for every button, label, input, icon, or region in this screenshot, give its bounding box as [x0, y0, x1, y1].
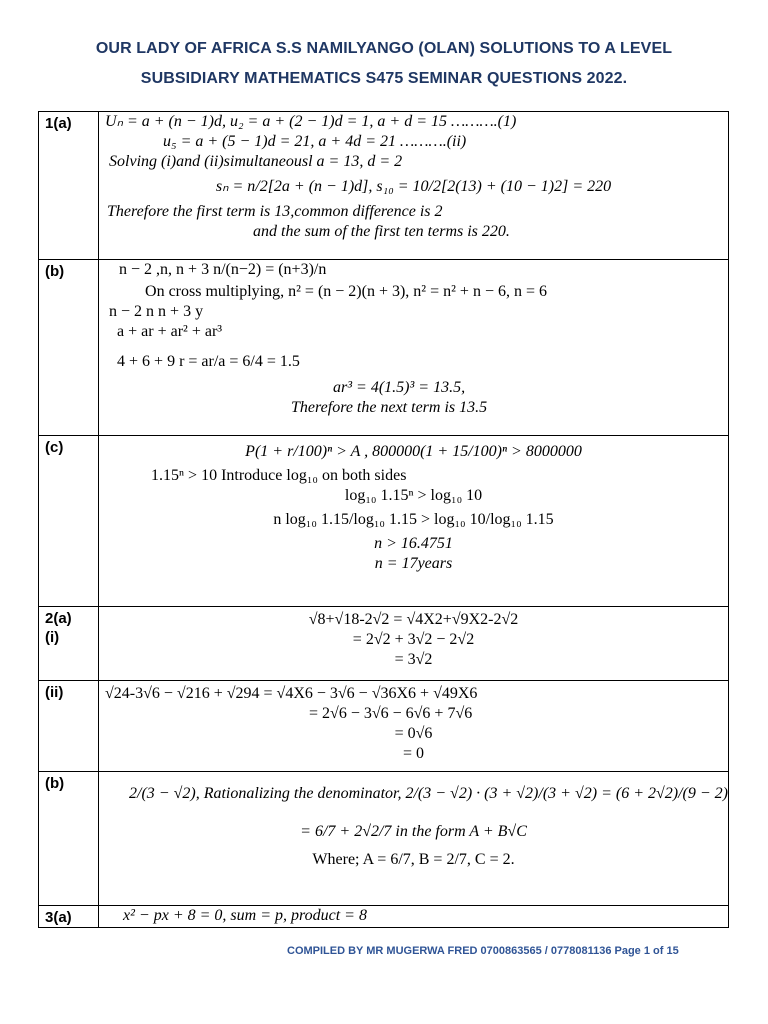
- answer-line: √24-3√6 − √216 + √294 = √4X6 − 3√6 − √36X6 + √49X6: [105, 685, 478, 702]
- answer-cell: [99, 906, 729, 928]
- solutions-table: [38, 111, 729, 928]
- question-label: (b): [39, 260, 99, 436]
- answer-line: = 0: [402, 745, 425, 762]
- question-label: (c): [39, 436, 99, 607]
- table-row: [39, 906, 729, 928]
- answer-line: Solving (i)and (ii)simultaneousl a = 13, d = 2: [109, 153, 403, 170]
- answer-line: and the sum of the first ten terms is 220.: [253, 223, 510, 240]
- answer-cell: [99, 772, 729, 906]
- answer-line: = 3√2: [394, 651, 433, 668]
- answer-cell: [99, 681, 729, 772]
- document-header: [0, 34, 768, 94]
- question-label: 2(a) (i): [39, 607, 99, 681]
- answer-line: 2/(3 − √2), Rationalizing the denominator, 2/(3 − √2) · (3 + √2)/(3 + √2) = (6 + 2√2)/(9 − 2): [129, 785, 728, 802]
- question-label: (ii): [39, 681, 99, 772]
- answer-line: log₁₀ 1.15ⁿ > log₁₀ 10: [344, 487, 483, 504]
- question-label: 1(a): [39, 112, 99, 260]
- question-label: 3(a): [39, 906, 99, 928]
- answer-line: sₙ = n/2[2a + (n − 1)d], s₁₀ = 10/2[2(13) + (10 − 1)2] = 220: [215, 178, 612, 195]
- answer-line: n − 2 ,n, n + 3 n/(n−2) = (n+3)/n: [119, 261, 327, 278]
- table-row: [39, 260, 729, 436]
- answer-line: 4 + 6 + 9 r = ar/a = 6/4 = 1.5: [117, 353, 300, 370]
- answer-line: Uₙ = a + (n − 1)d, u₂ = a + (2 − 1)d = 1, a + d = 15 ……….(1): [105, 113, 517, 130]
- answer-line: n > 16.4751: [374, 535, 453, 552]
- answer-line: a + ar + ar² + ar³: [117, 323, 223, 340]
- answer-line: x² − px + 8 = 0, sum = p, product = 8: [123, 907, 367, 924]
- answer-cell: [99, 436, 729, 607]
- header-line-2: SUBSIDIARY MATHEMATICS S475 SEMINAR QUESTIONS 2022.: [140, 70, 628, 87]
- answer-line: 1.15ⁿ > 10 Introduce log₁₀ on both sides: [151, 467, 407, 484]
- table-row: [39, 112, 729, 260]
- answer-line: On cross multiplying, n² = (n − 2)(n + 3), n² = n² + n − 6, n = 6: [145, 283, 547, 300]
- answer-line: P(1 + r/100)ⁿ > A , 800000(1 + 15/100)ⁿ > 8000000: [245, 443, 582, 460]
- table-row: [39, 681, 729, 772]
- answer-line: = 2√6 − 3√6 − 6√6 + 7√6: [309, 705, 473, 722]
- table-row: [39, 772, 729, 906]
- answer-line: n − 2 n n + 3 y: [109, 303, 204, 320]
- answer-line: Where; A = 6/7, B = 2/7, C = 2.: [312, 851, 515, 868]
- question-label: (b): [39, 772, 99, 906]
- answer-line: Therefore the next term is 13.5: [291, 399, 488, 416]
- table-row: [39, 436, 729, 607]
- answer-line: = 2√2 + 3√2 − 2√2: [352, 631, 475, 648]
- answer-line: = 6/7 + 2√2/7 in the form A + B√C: [300, 823, 527, 840]
- answer-line: ar³ = 4(1.5)³ = 13.5,: [333, 379, 466, 396]
- header-line-1: OUR LADY OF AFRICA S.S NAMILYANGO (OLAN) SOLUTIONS TO A LEVEL: [95, 40, 673, 57]
- answer-cell: [99, 112, 729, 260]
- answer-cell: [99, 607, 729, 681]
- answer-line: n = 17years: [374, 555, 453, 572]
- answer-cell: [99, 260, 729, 436]
- page-footer: COMPILED BY MR MUGERWA FRED 0700863565 / 0778081136 Page 1 of 15: [287, 945, 679, 957]
- answer-line: √8+√18-2√2 = √4X2+√9X2-2√2: [308, 611, 519, 628]
- table-row: [39, 607, 729, 681]
- answer-line: = 0√6: [394, 725, 433, 742]
- answer-line: Therefore the first term is 13,common difference is 2: [107, 203, 443, 220]
- answer-line: n log₁₀ 1.15/log₁₀ 1.15 > log₁₀ 10/log₁₀ 1.15: [273, 511, 554, 528]
- answer-line: u₅ = a + (5 − 1)d = 21, a + 4d = 21 ……….(ii): [163, 133, 467, 150]
